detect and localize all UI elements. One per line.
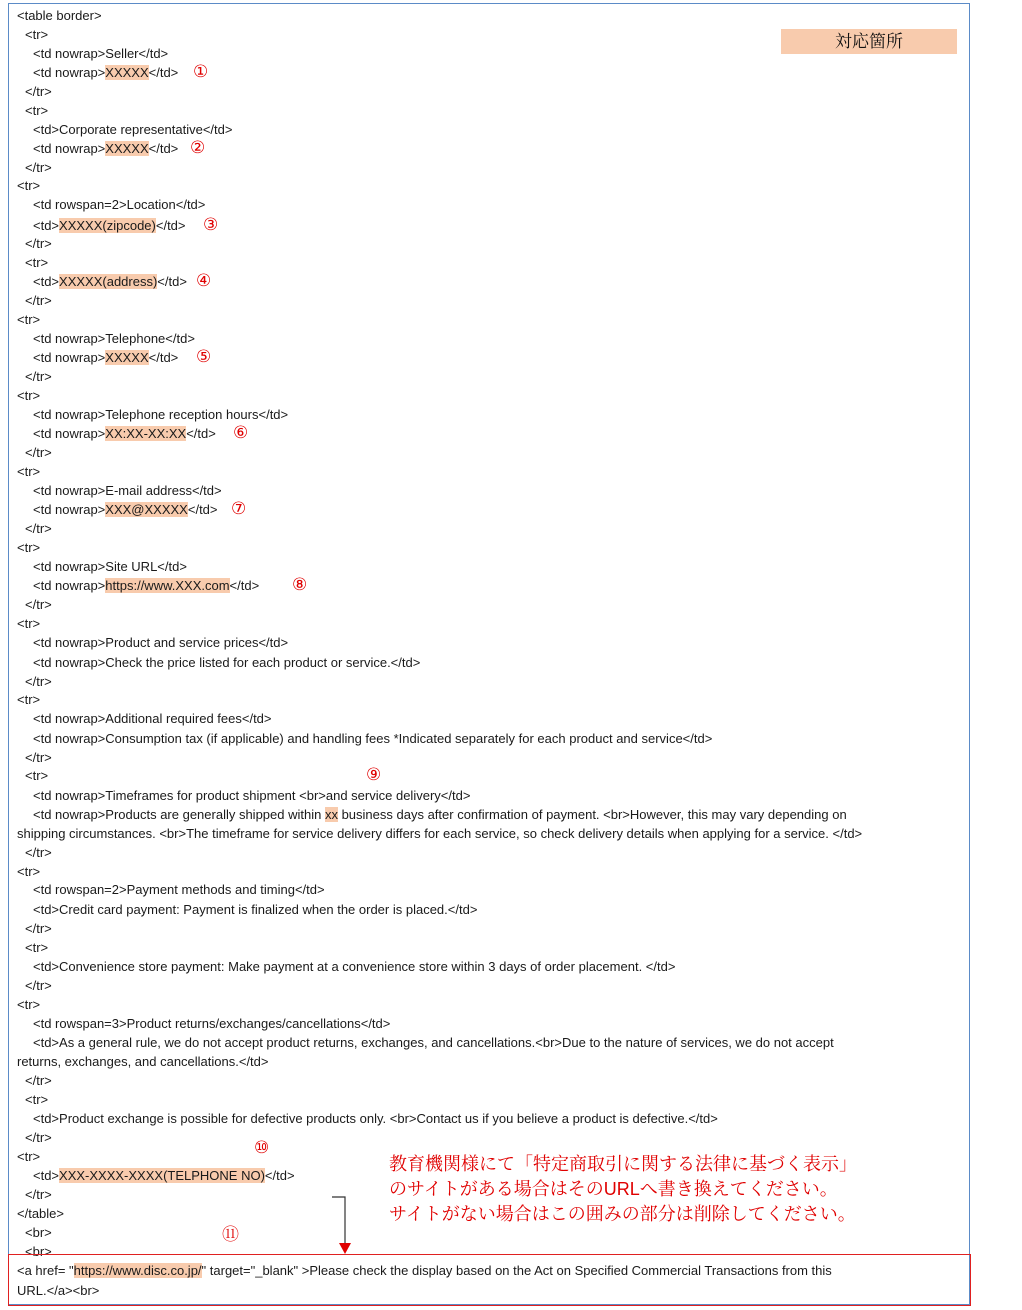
code-text: </tr> [25,750,52,765]
code-line [33,122,232,138]
code-line [17,178,40,194]
code-text: <td nowrap>Consumption tax (if applicable) and handling fees *Indicated separately for each product and service</td> [33,731,713,746]
code-text: <tr> [25,255,49,270]
code-text: <td> [33,274,60,289]
code-line [33,731,712,747]
highlighted-placeholder: XXXXX(address) [59,274,158,289]
code-line [17,1054,269,1070]
code-line [25,369,52,385]
code-text: <td rowspan=3>Product returns/exchanges/cancellations</td> [33,1016,391,1031]
code-text: <td nowrap>E-mail address</td> [33,483,222,498]
code-text: </tr> [25,160,52,175]
code-text: <tr> [17,692,41,707]
code-line [25,978,52,994]
code-line [17,1206,64,1222]
code-line [25,921,52,937]
code-text: </td> [155,218,190,233]
marker-number: ⑩ [254,1138,270,1157]
code-line [17,8,102,24]
marker-number: ① [193,62,209,81]
code-text: </tr> [25,1187,52,1202]
code-line [25,293,52,309]
code-line [25,674,52,690]
code-text: <td nowrap> [33,578,106,593]
code-line [33,218,189,234]
code-line [25,160,52,176]
code-text: " target="_blank" >Please check the display based on the Act on Specified Commercial Transactions from this [201,1263,832,1278]
code-text: <tr> [25,27,49,42]
code-line [25,236,52,252]
code-text: </tr> [25,921,52,936]
code-text: <td>Credit card payment: Payment is finalized when the order is placed.</td> [33,902,478,917]
code-text: <td>Corporate representative</td> [33,122,233,137]
highlighted-placeholder: https://www.disc.co.jp/ [73,1263,202,1278]
code-text: <tr> [17,616,41,631]
marker-number: ⑦ [231,499,247,518]
code-line [17,864,40,880]
code-line [33,197,205,213]
code-text: <tr> [17,312,41,327]
code-text: <br> [25,1225,52,1240]
code-text: <tr> [25,768,49,783]
code-line [25,103,48,119]
code-line [33,711,272,727]
code-line [33,46,168,62]
code-text: <td>As a general rule, we do not accept product returns, exchanges, and cancellations.<br>Due to the nature of services, we do not accept [33,1035,834,1050]
code-text: <td> [33,1168,60,1183]
code-line [33,483,222,499]
code-text: returns, exchanges, and cancellations.</td> [17,1054,269,1069]
code-line [25,1092,48,1108]
code-line [25,445,52,461]
code-text: </tr> [25,369,52,384]
code-text: </tr> [25,84,52,99]
code-text: <td rowspan=2>Payment methods and timing</td> [33,882,325,897]
code-text: </td> [229,578,260,593]
code-line [33,959,675,975]
code-text: </td> [157,274,187,289]
code-text: </tr> [25,845,52,860]
code-text: <td rowspan=2>Location</td> [33,197,206,212]
code-line [25,255,48,271]
code-text: </table> [17,1206,64,1221]
code-text: <tr> [25,103,49,118]
code-text: <a href= " [17,1263,74,1278]
code-line [33,902,477,918]
code-line [25,768,48,784]
code-text: </tr> [25,1130,52,1145]
code-text: </tr> [25,521,52,536]
code-text: </tr> [25,597,52,612]
code-text: <td nowrap>Timeframes for product shipment <br>and service delivery</td> [33,788,471,803]
code-line [33,788,470,804]
code-text: <td nowrap> [33,426,106,441]
code-text: </tr> [25,236,52,251]
code-line [33,1016,390,1032]
code-text: <td>Product exchange is possible for defective products only. <br>Contact us if you believe a product is defective.</td> [33,1111,718,1126]
code-text: <td nowrap>Check the price listed for each product or service.</td> [33,655,421,670]
code-text: <tr> [25,940,49,955]
code-text: <td> [33,218,60,233]
code-line [25,597,52,613]
code-text: <td nowrap> [33,65,106,80]
code-line [17,388,40,404]
code-line [25,1073,52,1089]
code-text: <td nowrap>Telephone reception hours</td> [33,407,289,422]
code-line [25,1187,52,1203]
code-line [33,141,178,157]
arrow-down-icon [330,1195,360,1257]
code-line [33,559,187,575]
code-text: <tr> [17,997,41,1012]
code-line [25,940,48,956]
marker-number: ④ [196,271,212,290]
code-line [17,1149,40,1165]
code-line [17,997,40,1013]
code-line [25,845,52,861]
code-line [33,635,288,651]
code-text: <td>Convenience store payment: Make payment at a convenience store within 3 days of order placement. </td> [33,959,676,974]
code-line [33,502,218,518]
code-text: <td nowrap>Products are generally shipped within [33,807,325,822]
marker-number: ⑥ [233,423,249,442]
code-text: <tr> [17,540,41,555]
code-text: </td> [148,65,182,80]
code-line [17,616,40,632]
code-line [17,464,40,480]
code-text: shipping circumstances. <br>The timeframe for service delivery differs for each service, so check delivery details when applying for a service. </td> [17,826,863,841]
highlighted-placeholder: XXX-XXXX-XXXX(TELPHONE NO) [59,1168,265,1183]
code-line [17,540,40,556]
code-text: </td> [186,426,216,441]
code-text: <tr> [17,178,41,193]
code-line [17,312,40,328]
code-line [17,692,40,708]
code-line [33,578,259,594]
code-line [25,1130,52,1146]
code-text: </tr> [25,978,52,993]
code-text: <tr> [17,864,41,879]
code-text: <tr> [17,1149,41,1164]
code-text: URL.</a><br> [17,1283,100,1298]
code-line [33,350,178,366]
marker-number: ② [190,138,206,157]
code-line [25,27,48,43]
code-text: </tr> [25,293,52,308]
code-text: </td> [187,502,218,517]
highlighted-placeholder: XXXXX [105,141,149,156]
code-text: </tr> [25,674,52,689]
marker-number: ⑨ [366,765,382,784]
code-text: <td nowrap>Product and service prices</td> [33,635,289,650]
code-line [33,331,195,347]
highlighted-placeholder: xx [324,807,338,822]
code-line [25,1225,52,1241]
code-text: <td nowrap> [33,141,106,156]
code-text: <br> [25,1244,52,1259]
code-line [25,750,52,766]
instruction-note: 教育機関様にて「特定商取引に関する法律に基づく表示」 のサイトがある場合はそのURLへ書き換えてください。 サイトがない場合はこの囲みの部分は削除してください。 [389,1154,857,1224]
code-line [25,84,52,100]
code-text: <tr> [17,464,41,479]
highlighted-placeholder: XXXXX [105,350,149,365]
code-line [33,426,216,442]
code-text: <td nowrap>Site URL</td> [33,559,187,574]
code-text: </td> [148,141,179,156]
code-line [33,274,187,290]
code-text: <tr> [25,1092,49,1107]
code-line [33,655,420,671]
code-line [25,521,52,537]
corresponding-section-label: 対応箇所 [781,29,957,54]
code-text: <td nowrap>Additional required fees</td> [33,711,272,726]
removable-link-box [8,1254,971,1306]
code-text: </td> [264,1168,295,1183]
code-line [33,1111,718,1127]
code-text: business days after confirmation of payment. <br>However, this may vary depending on [337,807,847,822]
code-line [33,882,325,898]
code-text: <td nowrap> [33,502,106,517]
marker-number: ③ [203,215,219,234]
code-line [33,1035,834,1051]
code-text: </tr> [25,445,52,460]
code-text: </td> [148,350,179,365]
code-line [17,826,862,842]
highlighted-placeholder: XXXXX [105,65,149,80]
code-line [33,807,847,823]
code-text: <tr> [17,388,41,403]
code-line [33,407,288,423]
code-text: <td nowrap>Seller</td> [33,46,169,61]
marker-number: ⑪ [222,1225,239,1244]
highlighted-placeholder: XXX@XXXXX [105,502,188,517]
code-text: <table border> [17,8,102,23]
code-text: <td nowrap> [33,350,106,365]
marker-number: ⑧ [292,575,308,594]
highlighted-placeholder: XX:XX-XX:XX [105,426,187,441]
code-line [33,1168,295,1184]
marker-number: ⑤ [196,347,212,366]
highlighted-placeholder: XXXXX(zipcode) [59,218,156,233]
highlighted-placeholder: https://www.XXX.com [105,578,230,593]
code-line [33,65,182,81]
code-text: <td nowrap>Telephone</td> [33,331,195,346]
code-text: </tr> [25,1073,52,1088]
